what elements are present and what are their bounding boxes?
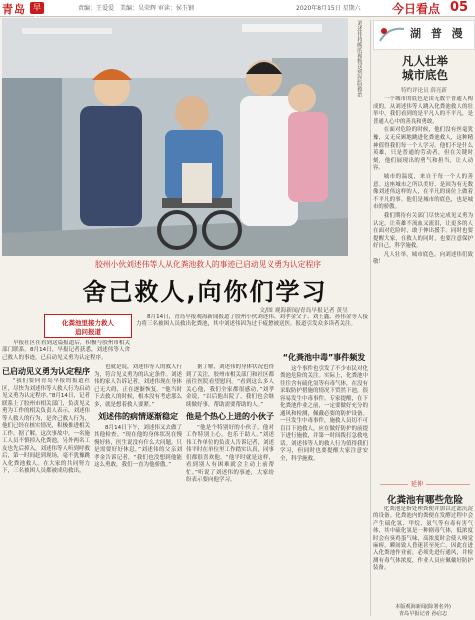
sidebar-tag: 延伸 — [408, 479, 426, 488]
essay-paragraph: 凡人壮举，城市底色。向刘述伟们致敬！ — [373, 251, 473, 266]
follow-up-tag — [44, 314, 132, 338]
sidebar-paragraph: 化粪池是指处理粪便并加以过滤沉淀的设备。化粪池内的粪便在发酵过程中会产生硫化氢、甲烷、氨气等有毒有害气体，其中硫化氢是一种剧毒气体，低浓度时会有臭鸡蛋气味，高浓度时会使人嗅觉麻痹，瞬间致人昏迷甚至死亡。因此在进入化粪池作业前，必须先进行通风，并检测有毒气体浓度，作业人员应佩戴好防护装备。 — [373, 506, 473, 572]
essay-paragraph: 在面对危险的时候，他们没有丝毫犹豫，义无反顾地跳进化粪池救人，这种精神值得我们每一个人学习。他们不是什么英雄，只是普通的劳动者，但在关键时刻，他们展现出的勇气和担当，让人动容。 — [373, 127, 473, 172]
article-subheadline: 胶州小伙刘述伟等人从化粪池救人的事迹已启动见义勇为认定程序 — [94, 260, 322, 269]
article-lead: 8月14日，青岛早报观海新闻报道了胶州小伙刘述伟、刘孝金父子、刘王鑫、孙伟金等人接力将三名被困人员救出化粪池，其中刘述伟因为过于疲惫被送医。报道引发众多读者关注。 — [136, 314, 368, 328]
essay-paragraph: 城市的温度，来自于每一个人的善意。这座城市之所以美好，是因为有无数像刘述伟这样的人，在平凡的岗位上做着不平凡的事。他们是城市的底色，也是城市的骄傲。 — [373, 173, 473, 211]
essay-paragraph: 我们期待有关部门尽快完成见义勇为认定，让英雄不流血又流泪，让更多的人在面对危险时，敢于伸出援手。同时也要提醒大家，在救人的同时，也要注意保护好自己，科学施救。 — [373, 212, 473, 250]
tag-line-2: 追问报道 — [75, 328, 101, 336]
news-photo — [2, 18, 348, 256]
page-editor-credit: 本版观海新闻(除署名外) 青岛早报记者 孙启志 — [395, 604, 451, 617]
column-divider — [370, 20, 371, 616]
column-paragraph: “他是个特别好的小伙子，他对工作特别上心，也乐于助人。”刘述伟工作单位的负责人告诉记者，刘述伟平时在单位里工作踏实认真，同事们都很喜欢他。“他平时就是这样，看到别人有困难就会主动上前帮忙。”听说了刘述伟的事迹，大家纷纷表示要向他学习。 — [186, 424, 274, 483]
column-paragraph: 也就是说，刘述伟等人的救人行为，符合见义勇为的认定条件。刘述伟的家人告诉记者，刘述伟现在身体已无大碍，正在逐渐恢复。“他当时下去救人的时候，根本没有考虑那么多，就是想着救人要紧。” — [94, 364, 182, 408]
article-column-2 — [94, 364, 182, 596]
section-title: 刘述伟的病情逐渐稳定 — [98, 412, 178, 421]
issue-date: 2020年8月15日 星期六 — [296, 5, 361, 12]
logo-stamp: 早 — [30, 2, 44, 14]
column-paragraph: 8月14日下午，刘述伟又去做了其他检查。“现在他的身体状况在慢慢好转，医生说没有什么大问题，只是需要好好休息，”刘述伟的父亲刘孝金告诉记者，“我们也没想到他能这么勇敢，我们一直为他骄傲。” — [94, 424, 182, 468]
section-title: 已启动见义勇为认定程序 — [2, 367, 90, 376]
essay-title — [380, 54, 470, 82]
page-number: 05 — [450, 0, 469, 15]
logo-text: 青岛 — [2, 3, 26, 16]
newspaper-logo — [2, 1, 60, 15]
sidebar-title: 化粪池有哪些危险 — [386, 495, 463, 506]
photo-caption: 刘述伟将晚的视物送到医院救治 — [356, 20, 362, 97]
brush-decoration-icon — [378, 25, 406, 45]
column-banner-label: 湖 普 漫 — [410, 27, 466, 40]
essay-body — [373, 96, 473, 474]
column-paragraph: "我们要向青岛早报的报道社区，尽快为刘述伟等人救人行为启动见义勇为认定程序。”8月14日，记者联系上了胶州市相关部门，负责见义勇为工作的相关负责人表示，刘述伟等人救人的行为，是舍己救人行为，他们已经在核实情况，积极推进相关工作。据了解，这次事故中，一名施工人员不慎掉入化粪池，另外两名工友也先后掉入，刘述伟等人听到呼救后，第一时间赶到现场，毫不犹豫跳入化粪池救人。在大家的共同努力下，三名被困人员都被成功救出。 — [2, 378, 90, 474]
essay-title-line2: 城市底色 — [402, 68, 448, 82]
tag-line-1: 化粪池里接力救人 — [62, 319, 114, 327]
section-title: 他是个热心上进的小伙子 — [186, 412, 274, 421]
article-column-4 — [280, 352, 368, 602]
section-name: 今日看点 — [392, 2, 441, 16]
sidebar-body — [373, 506, 473, 606]
essay-paragraph: 一个城市的底色是由无数个普通人构成的。从刘述伟等人跳入化粪池救人的壮举中，我们看到的是平凡人的不平凡，是普通人心中的善良和勇敢。 — [373, 96, 473, 125]
editor-credits: 责编：王爱爱 美编：吴荣辉 审读：侯玉钢 — [78, 5, 194, 12]
essay-title-line1: 凡人壮举 — [402, 54, 448, 68]
column-paragraph: 据了解，刘述伟的身体状况也得到了关注，胶州市相关部门和社区都前往医院看望慰问。“看到这么多人关心他，我们全家都很感动，”刘孝金说，“以后他出院了，我们也会继续做好事，帮助需要帮助的人。” — [186, 364, 274, 408]
article-column-3 — [186, 364, 274, 596]
article-column-1 — [2, 378, 90, 592]
article-byline: 文/图 观海新闻/青岛早报记者 黄昱 — [259, 308, 348, 314]
column-banner — [373, 20, 475, 50]
section-title: “化粪池中毒”事件频发 — [282, 353, 366, 362]
essay-author: 特约评论员 薛亮新 — [401, 88, 447, 94]
column-paragraph: 这个事件也引发了不少市民对化粪池危险的关注。实际上，化粪池中往往含有硫化氢等有毒气体，在没有采取防护措施的情况下贸然下池，很容易发生中毒事件。专家提醒，在下化粪池作业之前，一定要做好充分的通风和检测，佩戴必要的防护设备。一旦发生中毒事件，施救人员切不可盲目下池救人，应在做好防护的前提下进行施救，并第一时间拨打急救电话。刘述伟等人的救人行为值得我们学习，但同时也要提醒大家注意安全，科学施救。 — [280, 365, 368, 462]
article-headline: 舍己救人,向你们学习 — [82, 278, 328, 306]
article-intro: 早报社区在看到这篇报道后，积极与胶州市相关部门联系。8月14日，早报记者获悉，刘述伟等人舍己救人的事迹，已启动见义勇为认定程序。 — [2, 340, 130, 361]
